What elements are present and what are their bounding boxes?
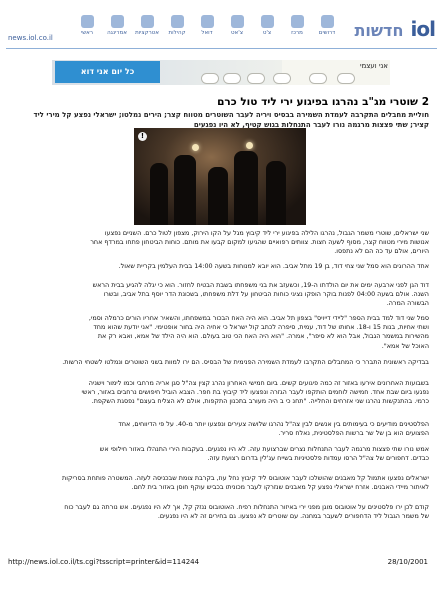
paragraph-line: הפצועים הוא בן של שר ברשות הפלסטינית, נאלח סריר.: [278, 429, 429, 438]
paragraph-line: לאיתור מיידי האבנים. אזרח ישראלי נפצע קל מאבנים שנזרקו לעבר מכוניתו בכביש עוקף חוסן באזור בית לחם.: [131, 483, 429, 492]
paragraph-line: נפגעו ביום שבת אחד. חמישה לוחמים הותקפו לעבר הגזרה ונפצעו ליד קיבוץ בת חפר. הצבא הוביל חיפושים נרחבים באזור, ראשי: [81, 388, 429, 397]
paragraph-line: היורים, אולם עד כה הם לא נתפסו.: [334, 247, 429, 256]
header-divider: [6, 48, 437, 49]
paragraph-line: אחד ההרוגים הוא סמל שני צחי דוד, בן 19 מתל אביב. הוא יובא למנוחות בשעה 14:00 בבית העלמין בקריית שאול.: [118, 262, 429, 270]
paragraph-line: שני ישראלים, שוטרי משמר הגבול, נהרגו הלילה בפיגוע ירי ליד קיבוץ מגל על הקו הירוק, מצפון לטול כרם. השניים נפצעו: [104, 229, 429, 237]
nav-label: צ'ט: [262, 30, 272, 36]
person-figure: [266, 161, 286, 225]
paragraph-line: ישראלים נפצעו אתמול קל מאבנים שהושלכו לעבר אוטובוס ליד קיבוץ נחל עוז, בקרבת צומת שבכניסה לעזה. המשטרה פותחת בסריקות: [62, 474, 429, 482]
person-figure: [150, 163, 168, 225]
bubble-icon: [261, 15, 274, 28]
person-figure: [174, 155, 196, 225]
info-icon[interactable]: !: [138, 132, 147, 141]
paragraph-line: כבדים. דחפורים של צה"ל הרסו עמדות פלסטיניות בשייח עג'לין בדרום רצועת עזה.: [207, 454, 429, 463]
sheep-icon: [224, 74, 240, 83]
nav-item-jobs[interactable]: [314, 14, 340, 44]
nav-item-home[interactable]: [74, 14, 100, 44]
sheep-icon: [202, 74, 218, 83]
nav-label: ראשי: [81, 30, 93, 36]
paragraph-line: של משמר הגבול ליד הדחפורים לשעבר במחנה. עם שוטרים לא נפצעו. גם בחירים זה לא היו נפגעים.: [157, 512, 429, 521]
article-paragraph: [13, 503, 429, 521]
logo-text: iol: [410, 17, 435, 41]
paragraph-line: אמש נורו שתי פצצות מרגמה לעבר התנחלות נצרים שברצועת עזה. לא היו נפגעים. בעקבות הירי התנהלו באזור חילופי אש: [99, 445, 429, 453]
article-paragraph: [13, 474, 429, 492]
paragraph-line: כרמי. בהתנקשות נהרגו שני אזרחים והחלייה. "תחנ כי ב היה מעורב בתכנון התקפות, אולם לא הצליח בעצם" נפסגת השקפת.: [91, 397, 429, 406]
people-icon: [171, 15, 184, 28]
article-paragraph: [13, 281, 429, 309]
nav-label: דואל: [201, 30, 213, 36]
article-paragraph: [13, 314, 429, 351]
paragraph-line: בשבועות האחרונים אירעו באזור זה כמה פיגועים קשים. ביום חמישי האחרון נהרג קצין צה"ל סגן אריה מרחבי וכמו לימור וישניה: [88, 379, 429, 387]
nav-label: צ'אט: [230, 30, 244, 36]
mail-icon: [201, 15, 214, 28]
paragraph-line: מהשירות במשמר הגבול, אבל הוא לא סיפר", אמרה. "הוא היה האח הכי טוב בעולם. הוא היה הילד של אמא, ואבא רק את: [97, 332, 429, 341]
paragraph-line: קודם לכן ירו פלסטינים על אוטובוס מוגן מפני ירי באיזור התנחלות רפיח. האוטובוס ננזק קל, אך לא היו נפגעים. אש נורתה גם לעבר כוח: [64, 503, 429, 511]
article-paragraph: [13, 420, 429, 438]
sheep-icon: [338, 74, 354, 83]
sheep-icon: [274, 74, 290, 83]
person-figure: [208, 167, 228, 225]
nav-item-center[interactable]: [284, 14, 310, 44]
nav-label: מרכז: [291, 30, 303, 36]
article-photo: [134, 128, 306, 225]
banner-tagline: אני ועצמי: [359, 62, 388, 70]
ad-banner[interactable]: [52, 60, 390, 85]
paragraph-line: ושתי אחיות, בנות 15 ו-18. אחותו של דוד, עמית, סיפרה לכתב קול ישראל כי אחיה היה בחור אופטימי. "אני יודעת שהוא מחד: [93, 323, 429, 332]
paragraph-line: הפלסטינים מודיעים כי בעימותים בין אנשים לבין צה"ל נהרגו שלושה צעירים ונפצעו יותר מ-40. על פי הדיווחים, אחד: [118, 420, 429, 428]
briefcase-icon: [321, 15, 334, 28]
nav-item-communities[interactable]: [164, 14, 190, 44]
banner-headline: כל יום אני דוא: [55, 61, 160, 83]
paragraph-line: הבשורה המרה.: [386, 299, 429, 308]
sheep-icon: [310, 74, 326, 83]
article-paragraph: [13, 445, 429, 463]
paragraph-line: דוד הגן לפני ארבעה ימים את יום הולדתו ה-19, וכשעזב את בני משפחתו בשבת הבטיח לחזור. הוא כי יגלה להגיע בבית הראש: [92, 281, 429, 289]
nav-item-news[interactable]: [104, 14, 130, 44]
paragraph-line: האוכל של אמא".: [381, 341, 429, 350]
nav-item-chat[interactable]: [224, 14, 250, 44]
nav-item-chat-2[interactable]: [254, 14, 280, 44]
subtitle-line: קציר; שתי פצצות מרגמה נורו לעבר התנחלות בגוש קטיף, לא היו נפגעים: [193, 120, 429, 129]
nav-label: אטרקציות: [135, 30, 159, 36]
nav-label: קהילות: [168, 30, 186, 36]
site-url[interactable]: news.iol.co.il: [8, 34, 53, 42]
paragraph-line: סמל שני דוד למד בבית הספר "ליידי דייויס" בצפון תל אביב. הוא היה האח הבכור במשפחתו, והשאיר אחריו הורים כרמלה וסמי,: [88, 314, 429, 322]
nav-item-mail[interactable]: [194, 14, 220, 44]
home-icon: [81, 15, 94, 28]
subtitle-line: חוליית מחבלים התקרבה לעמדת השמירה בבסיס ויריה לעבר השוטרים מטווח קצר; הירים נמלטו; ישראלי נפצע קל מירי ליד: [33, 111, 429, 119]
nav-label: אמרינגה: [107, 30, 127, 36]
article-paragraph: [13, 379, 429, 407]
footer-date: 28/10/2001: [387, 558, 428, 566]
article-title: 2 שוטרי מג"ב נהרגו בפיגוע ירי ליד טול כרם: [217, 96, 429, 108]
street-light: [246, 142, 253, 149]
sheep-icon: [248, 74, 264, 83]
nav-label: דרושים: [318, 30, 336, 36]
person-figure: [234, 151, 258, 225]
nav-item-attractions[interactable]: [134, 14, 160, 44]
grid-icon: [291, 15, 304, 28]
street-light: [192, 144, 199, 151]
logo-section: חדשות: [354, 21, 404, 40]
logo-mark: [411, 17, 435, 41]
paragraph-line: בבדיקה ראשונית התברר כי המחבלים התקרבו לעמדת השמירה הפנימית של הבסיס. הם ירו למוות בשני השוטרים ונמלטו לשטחי הרשות.: [62, 358, 429, 366]
paragraph-line: אנושות מירי מטווח קצר, מסוף לשעה חצות. צוותים רפואיים שהגיעו למקום קבעו את מותם. כוחות הביטחון פתחו במרדף אחר: [90, 238, 429, 247]
star-icon: [141, 15, 154, 28]
chat-icon: [231, 15, 244, 28]
site-logo[interactable]: [345, 17, 435, 39]
footer-url[interactable]: http://news.iol.co.il/ts.cgi?tsscript=printer&id=114244: [8, 558, 200, 566]
news-icon: [111, 15, 124, 28]
top-nav: [74, 14, 344, 44]
article-paragraph: [13, 358, 429, 367]
article-paragraph: [13, 229, 429, 257]
paragraph-line: השנה. אולם בשעה 04:00 לפנות בוקר הופקו נציגי כוחות הביטחון על דלת משפחתו, בשכונת הדר יוסף בתל אביב, ובשרו: [103, 290, 429, 299]
article-paragraph: [13, 262, 429, 271]
